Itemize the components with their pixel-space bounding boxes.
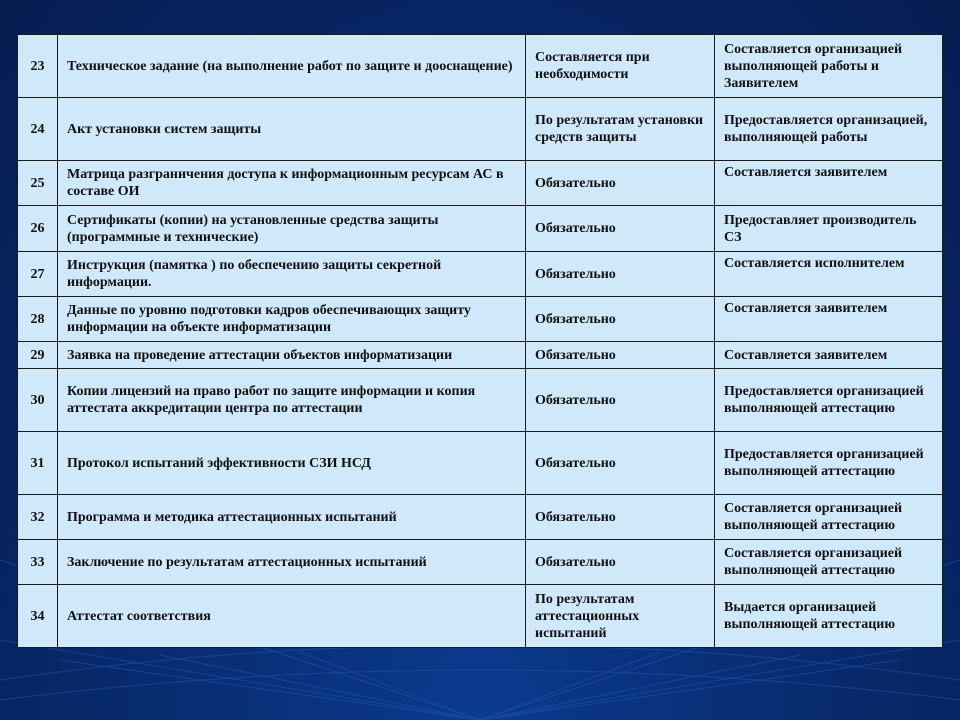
document-name: Акт установки систем защиты xyxy=(58,98,526,161)
table-row xyxy=(18,495,943,540)
document-name: Инструкция (памятка ) по обеспечению защиты секретной информации. xyxy=(58,252,526,297)
requirement: Обязательно xyxy=(526,206,715,252)
document-name: Программа и методика аттестационных испытаний xyxy=(58,495,526,540)
requirement: Обязательно xyxy=(526,252,715,297)
document-name: Матрица разграничения доступа к информационным ресурсам АС в составе ОИ xyxy=(58,161,526,206)
requirement: Обязательно xyxy=(526,161,715,206)
documents-table-container xyxy=(17,34,942,648)
document-name: Данные по уровню подготовки кадров обеспечивающих защиту информации на объекте информатизации xyxy=(58,297,526,342)
note: Составляется организацией выполняющей аттестацию xyxy=(715,495,943,540)
row-number: 34 xyxy=(18,585,58,648)
table-row xyxy=(18,585,943,648)
row-number: 33 xyxy=(18,540,58,585)
note: Предоставляется организацией выполняющей аттестацию xyxy=(715,432,943,495)
row-number: 25 xyxy=(18,161,58,206)
document-name: Аттестат соответствия xyxy=(58,585,526,648)
document-name: Заявка на проведение аттестации объектов информатизации xyxy=(58,342,526,369)
note: Составляется организацией выполняющей аттестацию xyxy=(715,540,943,585)
note: Составляется заявителем xyxy=(715,342,943,369)
row-number: 27 xyxy=(18,252,58,297)
requirement: Обязательно xyxy=(526,369,715,432)
note: Предоставляется организацией выполняющей аттестацию xyxy=(715,369,943,432)
table-row xyxy=(18,297,943,342)
table-row xyxy=(18,98,943,161)
document-name: Протокол испытаний эффективности СЗИ НСД xyxy=(58,432,526,495)
requirement: По результатам аттестационных испытаний xyxy=(526,585,715,648)
note: Выдается организацией выполняющей аттестацию xyxy=(715,585,943,648)
note: Составляется заявителем xyxy=(715,297,943,342)
document-name: Сертификаты (копии) на установленные средства защиты (программные и технические) xyxy=(58,206,526,252)
document-name: Копии лицензий на право работ по защите информации и копия аттестата аккредитации центра по аттестации xyxy=(58,369,526,432)
requirement: Обязательно xyxy=(526,540,715,585)
document-name: Техническое задание (на выполнение работ по защите и дооснащение) xyxy=(58,35,526,98)
documents-table xyxy=(17,34,943,648)
requirement: Обязательно xyxy=(526,495,715,540)
table-row xyxy=(18,206,943,252)
row-number: 24 xyxy=(18,98,58,161)
row-number: 28 xyxy=(18,297,58,342)
table-row xyxy=(18,161,943,206)
row-number: 31 xyxy=(18,432,58,495)
row-number: 23 xyxy=(18,35,58,98)
note: Предоставляется организацией, выполняющей работы xyxy=(715,98,943,161)
row-number: 29 xyxy=(18,342,58,369)
requirement: Составляется при необходимости xyxy=(526,35,715,98)
document-name: Заключение по результатам аттестационных испытаний xyxy=(58,540,526,585)
table-row xyxy=(18,540,943,585)
requirement: По результатам установки средств защиты xyxy=(526,98,715,161)
table-row xyxy=(18,369,943,432)
row-number: 30 xyxy=(18,369,58,432)
table-row xyxy=(18,252,943,297)
requirement: Обязательно xyxy=(526,297,715,342)
note: Составляется организацией выполняющей работы и Заявителем xyxy=(715,35,943,98)
requirement: Обязательно xyxy=(526,342,715,369)
note: Составляется исполнителем xyxy=(715,252,943,297)
table-row xyxy=(18,432,943,495)
row-number: 32 xyxy=(18,495,58,540)
note: Предоставляет производитель СЗ xyxy=(715,206,943,252)
table-row xyxy=(18,35,943,98)
note: Составляется заявителем xyxy=(715,161,943,206)
table-row xyxy=(18,342,943,369)
row-number: 26 xyxy=(18,206,58,252)
requirement: Обязательно xyxy=(526,432,715,495)
